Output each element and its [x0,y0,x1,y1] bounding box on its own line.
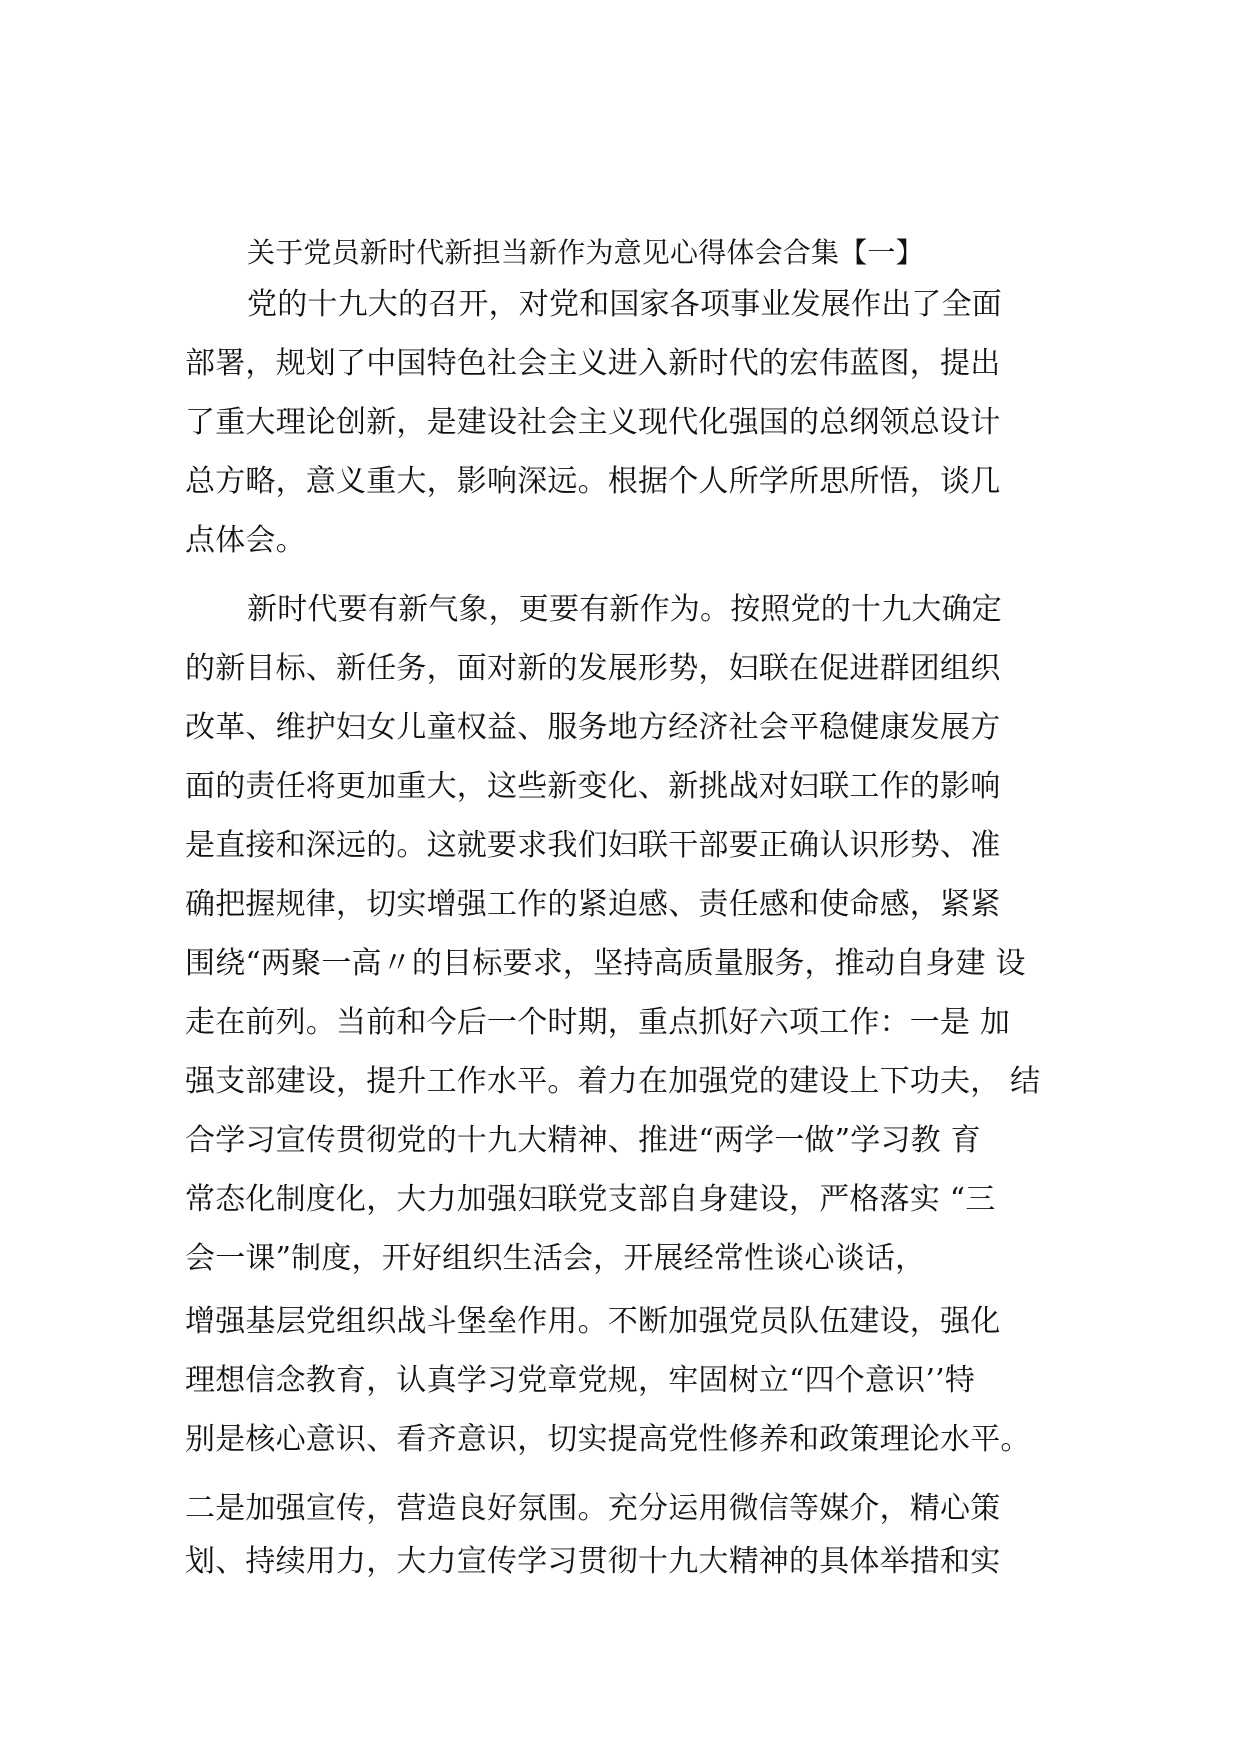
paragraph-line: 划、持续用力，大力宣传学习贯彻十九大精神的具体举措和实 [185,1544,1001,1579]
paragraph-line: 强支部建设，提升工作水平。着力在加强党的建设上下功夫， 结 [185,1064,1041,1099]
paragraph-line: 面的责任将更加重大，这些新变化、新挑战对妇联工作的影响 [185,769,1001,804]
paragraph-line: 常态化制度化，大力加强妇联党支部自身建设，严格落实 “三 [185,1182,996,1217]
paragraph-line: 增强基层党组织战斗堡垒作用。不断加强党员队伍建设，强化 [185,1304,1001,1339]
paragraph-line: 改革、维护妇女儿童权益、服务地方经济社会平稳健康发展方 [185,710,1001,745]
paragraph-line: 理想信念教育，认真学习党章党规，牢固树立“四个意识’’特 [185,1363,976,1398]
paragraph-line: 部署，规划了中国特色社会主义进入新时代的宏伟蓝图，提出 [185,346,1001,381]
paragraph-line: 走在前列。当前和今后一个时期，重点抓好六项工作：一是 加 [185,1005,1011,1040]
paragraph-line: 二是加强宣传，营造良好氛围。充分运用微信等媒介，精心策 [185,1491,1001,1526]
paragraph-line: 总方略，意义重大，影响深远。根据个人所学所思所悟，谈几 [185,464,1001,499]
document-title: 关于党员新时代新担当新作为意见心得体会合集【一】 [247,236,924,269]
paragraph-line: 确把握规律，切实增强工作的紧迫感、责任感和使命感，紧紧 [185,887,1001,922]
paragraph-line: 党的十九大的召开，对党和国家各项事业发展作出了全面 [247,287,1002,322]
paragraph-line: 的新目标、新任务，面对新的发展形势，妇联在促进群团组织 [185,651,1001,686]
paragraph-line: 别是核心意识、看齐意识，切实提高党性修养和政策理论水平。 [185,1422,1031,1457]
paragraph-line: 会一课”制度，开好组织生活会，开展经常性谈心谈话， [185,1241,926,1276]
paragraph-line: 合学习宣传贯彻党的十九大精神、推进“两学一做”学习教 育 [185,1123,981,1158]
paragraph-line: 点体会。 [185,523,306,558]
paragraph-line: 了重大理论创新，是建设社会主义现代化强国的总纲领总设计 [185,405,1001,440]
paragraph-line: 围绕“两聚一高〃的目标要求，坚持高质量服务，推动自身建 设 [185,946,1026,981]
paragraph-line: 是直接和深远的。这就要求我们妇联干部要正确认识形势、准 [185,828,1001,863]
paragraph-line: 新时代要有新气象，更要有新作为。按照党的十九大确定 [247,592,1002,627]
